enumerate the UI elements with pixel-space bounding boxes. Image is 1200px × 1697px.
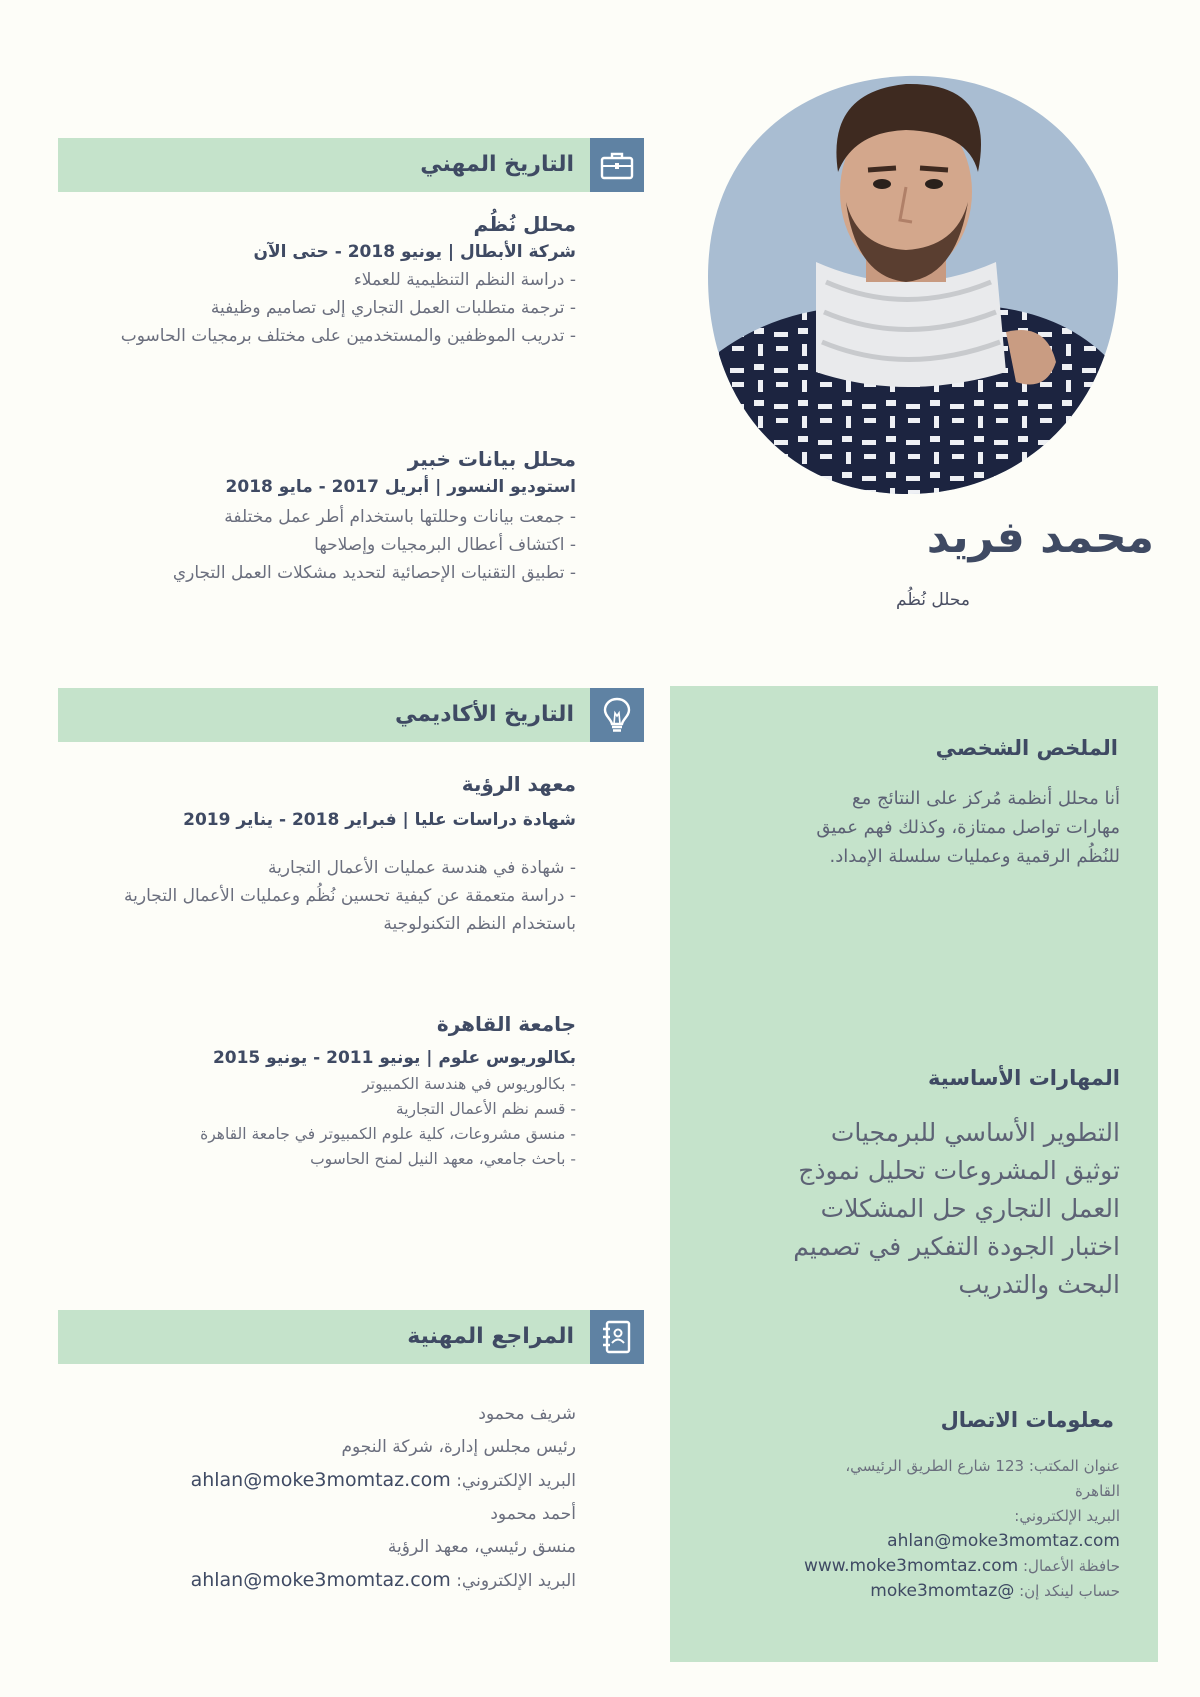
summary-heading: الملخص الشخصي — [935, 736, 1118, 760]
job-1-bullet: - دراسة النظم التنظيمية للعملاء — [353, 270, 576, 290]
skills-list — [680, 1114, 1120, 1304]
side-panel — [670, 686, 1158, 1662]
school-2-degree: بكالوريوس علوم | يونيو 2011 - يونيو 2015 — [212, 1048, 576, 1068]
address-book-icon — [590, 1310, 644, 1364]
summary-line: أنا محلل أنظمة مُركز على النتائج مع — [852, 788, 1120, 809]
profile-title: محلل نُظُم — [896, 590, 970, 610]
reference-1-email-row — [56, 1464, 576, 1498]
job-1-bullet: - تدريب الموظفين والمستخدمين على مختلف برمجيات الحاسوب — [120, 326, 576, 346]
job-2-bullet: - جمعت بيانات وحللتها باستخدام أطر عمل مختلفة — [224, 507, 576, 527]
reference-2-name: أحمد محمود — [490, 1504, 576, 1524]
job-1-company: شركة الأبطال | يونيو 2018 - حتى الآن — [253, 242, 576, 262]
references-header — [58, 1310, 644, 1364]
profile-photo — [706, 72, 1120, 496]
school-2-bullet: - منسق مشروعات، كلية علوم الكمبيوتر في جامعة القاهرة — [200, 1125, 576, 1143]
contact-linkedin-link[interactable]: @moke3momtaz — [870, 1581, 1015, 1601]
profile-name: محمد فريد — [926, 512, 1154, 563]
contact-portfolio-link[interactable]: www.moke3momtaz.com — [803, 1556, 1019, 1576]
school-2-bullet: - قسم نظم الأعمال التجارية — [395, 1100, 576, 1118]
contact-email-label: البريد الإلكتروني: — [1014, 1507, 1120, 1525]
contact-address: عنوان المكتب: 123 شارع الطريق الرئيسي، — [845, 1457, 1120, 1475]
lightbulb-icon — [590, 688, 644, 742]
contact-email[interactable]: ahlan@moke3momtaz.com — [887, 1531, 1120, 1551]
job-2-role: محلل بيانات خبير — [407, 447, 576, 471]
school-2 — [16, 1012, 576, 1172]
school-1-name: معهد الرؤية — [461, 772, 576, 796]
job-2 — [36, 447, 576, 587]
job-1 — [36, 212, 576, 350]
job-1-role: محلل نُظُم — [473, 212, 576, 236]
summary-line: مهارات تواصل ممتازة، وكذلك فهم عميق — [816, 817, 1120, 838]
school-1-degree: شهادة دراسات عليا | فبراير 2018 - يناير 2019 — [183, 810, 576, 830]
reference-1-email[interactable]: ahlan@moke3momtaz.com — [190, 1469, 451, 1491]
summary-line: للنُظُم الرقمية وعمليات سلسلة الإمداد. — [829, 846, 1120, 867]
reference-2-email[interactable]: ahlan@moke3momtaz.com — [190, 1569, 451, 1591]
contact-address-city: القاهرة — [1075, 1482, 1120, 1500]
contact-portfolio-row — [680, 1554, 1120, 1579]
school-2-bullet: - باحث جامعي، معهد النيل لمنح الحاسوب — [310, 1150, 576, 1168]
career-heading: التاريخ المهني — [420, 152, 574, 177]
skills-line: العمل التجاري حل المشكلات — [820, 1194, 1120, 1223]
references-heading: المراجع المهنية — [407, 1324, 574, 1349]
skills-line: اختبار الجودة التفكير في تصميم — [793, 1232, 1120, 1261]
contact-info — [680, 1454, 1120, 1604]
reference-1-name: شريف محمود — [478, 1404, 576, 1424]
contact-linkedin-row — [680, 1579, 1120, 1604]
contact-linkedin-label: حساب لينكد إن: — [1019, 1582, 1120, 1600]
skills-heading: المهارات الأساسية — [928, 1066, 1120, 1090]
school-1-bullet: - شهادة في هندسة عمليات الأعمال التجارية — [267, 858, 576, 878]
academic-header — [58, 688, 644, 742]
reference-1-email-label: البريد الإلكتروني: — [456, 1471, 576, 1491]
career-header — [58, 138, 644, 192]
contact-portfolio-label: حافظة الأعمال: — [1023, 1557, 1120, 1575]
job-1-bullet: - ترجمة متطلبات العمل التجاري إلى تصاميم وظيفية — [210, 298, 576, 318]
contact-email-row — [680, 1529, 1120, 1554]
person-portrait-icon — [706, 72, 1120, 496]
briefcase-icon — [590, 138, 644, 192]
academic-heading: التاريخ الأكاديمي — [394, 702, 574, 727]
school-1-bullet: - دراسة متعمقة عن كيفية تحسين نُظُم وعمليات الأعمال التجارية — [124, 886, 576, 906]
job-2-bullet: - تطبيق التقنيات الإحصائية لتحديد مشكلات العمل التجاري — [172, 563, 576, 583]
job-2-company: استوديو النسور | أبريل 2017 - مايو 2018 — [225, 477, 576, 497]
contact-heading: معلومات الاتصال — [940, 1408, 1114, 1432]
reference-2-email-label: البريد الإلكتروني: — [456, 1571, 576, 1591]
job-2-bullet: - اكتشاف أعطال البرمجيات وإصلاحها — [314, 535, 576, 555]
reference-2-position: منسق رئيسي، معهد الرؤية — [387, 1537, 576, 1557]
reference-2-email-row — [56, 1564, 576, 1598]
skills-line: توثيق المشروعات تحليل نموذج — [798, 1156, 1120, 1185]
skills-line: البحث والتدريب — [958, 1270, 1120, 1299]
summary-text — [700, 784, 1120, 871]
reference-1-position: رئيس مجلس إدارة، شركة النجوم — [341, 1437, 576, 1457]
school-1-bullet: باستخدام النظم التكنولوجية — [383, 914, 576, 934]
school-1 — [16, 772, 576, 938]
school-2-name: جامعة القاهرة — [436, 1012, 576, 1036]
skills-line: التطوير الأساسي للبرمجيات — [830, 1118, 1120, 1147]
school-2-bullet: - بكالوريوس في هندسة الكمبيوتر — [362, 1075, 576, 1093]
references-list — [56, 1398, 576, 1598]
